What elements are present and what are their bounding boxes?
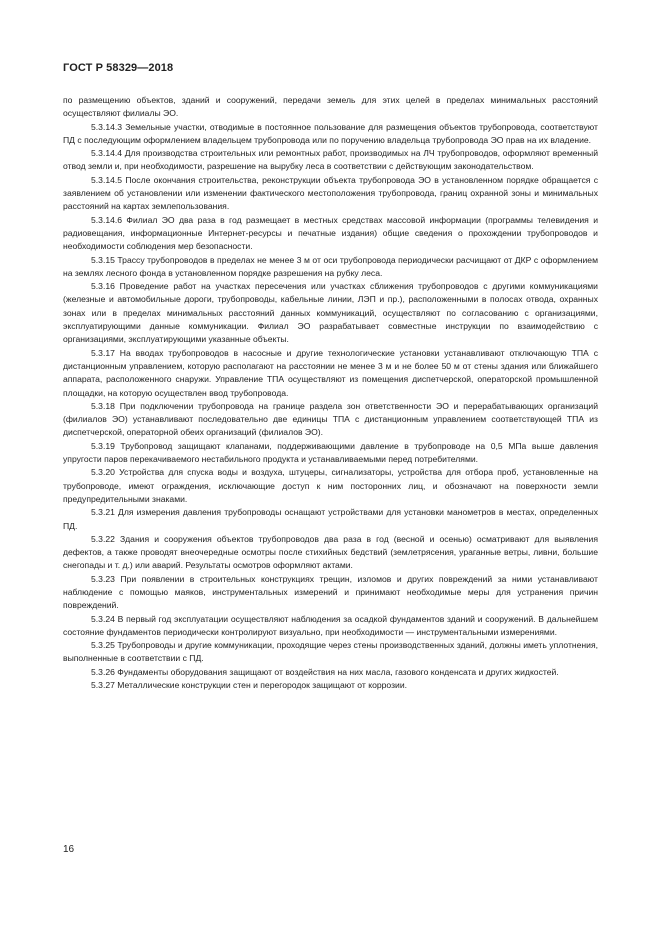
paragraph-5-3-24: 5.3.24 В первый год эксплуатации осуществляют наблюдения за осадкой фундаментов зданий и сооружений. В дальнейшем состояние фундаментов периодически контролируют визуально, при необходимости — инструментальными измерениями. [63, 613, 598, 637]
document-body [63, 94, 598, 692]
paragraph-5-3-14-4: 5.3.14.4 Для производства строительных или ремонтных работ, производимых на ЛЧ трубопроводов, оформляют временный отвод земли и, при необходимости, разрешение на вырубку леса в соответствии с действующим законодательством. [63, 148, 598, 172]
paragraph-5-3-27: 5.3.27 Металлические конструкции стен и перегородок защищают от коррозии. [91, 680, 408, 691]
standard-header: ГОСТ Р 58329—2018 [63, 62, 174, 74]
paragraph-5-3-26: 5.3.26 Фундаменты оборудования защищают от воздействия на них масла, газового конденсата и других жидкостей. [91, 666, 559, 677]
paragraph-5-3-25: 5.3.25 Трубопроводы и другие коммуникации, проходящие через стены производственных зданий, должны иметь уплотнения, выполненные в соответствии с ПД. [63, 640, 598, 664]
paragraph-5-3-18: 5.3.18 При подключении трубопровода на границе раздела зон ответственности ЭО и перерабатывающих организаций (филиалов ЭО) устанавливают последовательно две единицы ТПА с дистанционным управлением соответствующей ТПА из диспетчерской, операторной обеих организаций (филиалов ЭО). [63, 400, 598, 438]
paragraph-continuation: по размещению объектов, зданий и сооружений, передачи земель для этих целей в пределах минимальных расстояний осуществляют филиалы ЭО. [63, 95, 598, 119]
paragraph-5-3-15: 5.3.15 Трассу трубопроводов в пределах не менее 3 м от оси трубопровода периодически расчищают от ДКР с оформлением на землях лесного фонда в установленном порядке разрешения на рубку леса. [63, 254, 598, 278]
paragraph-5-3-14-5: 5.3.14.5 После окончания строительства, реконструкции объекта трубопровода ЭО в установленном порядке обращается с заявлением об установлении или изменении фактического местоположения трубопровода, границ охранной зоны и минимальных расстояний на картах землепользования. [63, 174, 598, 212]
paragraph-5-3-21: 5.3.21 Для измерения давления трубопроводы оснащают устройствами для установки манометров в местах, определенных ПД. [63, 507, 598, 531]
paragraph-5-3-14-3: 5.3.14.3 Земельные участки, отводимые в постоянное пользование для размещения объектов трубопровода, соответствуют ПД с последующим оформлением владельцем трубопровода или по поручению владельца трубопровода ЭО прав на их владение. [63, 121, 598, 145]
paragraph-5-3-23: 5.3.23 При появлении в строительных конструкциях трещин, изломов и других повреждений за ними устанавливают наблюдение с помощью маяков, инструментальных измерений и принимают необходимые меры для устранения причин повреждений. [63, 573, 598, 611]
page-number: 16 [63, 844, 75, 855]
paragraph-5-3-17: 5.3.17 На вводах трубопроводов в насосные и другие технологические установки устанавливают отключающую ТПА с дистанционным управлением, которую располагают на расстоянии не менее 3 м и не более 50 м от стены здания или ближайшего аппарата, расположенного снаружи. Управление ТПА осуществляют из помещения диспетчерской, операторской промышленной площадки, на которую осуществлен ввод трубопровода. [63, 347, 598, 398]
paragraph-5-3-16: 5.3.16 Проведение работ на участках пересечения или участках сближения трубопроводов с другими коммуникациями (железные и автомобильные дороги, трубопроводы, кабельные линии, ЛЭП и пр.), расположенными в полосах отвода, охранных зонах или в пределах минимальных расстояний данных коммуникаций, осуществляют по согласованию с организациями, эксплуатирующими данные коммуникации. Филиал ЭО разрабатывает совместные инструкции по взаимодействию с организациями, эксплуатирующими указанные объекты. [63, 281, 598, 345]
paragraph-5-3-20: 5.3.20 Устройства для спуска воды и воздуха, штуцеры, сигнализаторы, устройства для отбора проб, установленные на трубопроводе, имеют ограждения, исключающие доступ к ним посторонних лиц, и обозначают на поверхности земли предупредительными знаками. [63, 467, 598, 504]
paragraph-5-3-22: 5.3.22 Здания и сооружения объектов трубопроводов два раза в год (весной и осенью) осматривают для выявления дефектов, а также проводят внеочередные осмотры после стихийных бедствий (землетрясения, ураганные ветры, ливни, большие снегопады и т. д.) или аварий. Результаты осмотров оформляют актами. [63, 533, 598, 571]
paragraph-5-3-19: 5.3.19 Трубопровод защищают клапанами, поддерживающими давление в трубопроводе на 0,5 МПа выше давления упругости паров перекачиваемого нестабильного продукта и устанавливаемыми перед потребителями. [63, 440, 598, 465]
paragraph-5-3-14-6: 5.3.14.6 Филиал ЭО два раза в год размещает в местных средствах массовой информации (программы телевидения и радиовещания, информационные Интернет-ресурсы и печатные издания) общие сведения о прохождении трубопроводов и необходимости соблюдения мер безопасности. [63, 214, 598, 252]
